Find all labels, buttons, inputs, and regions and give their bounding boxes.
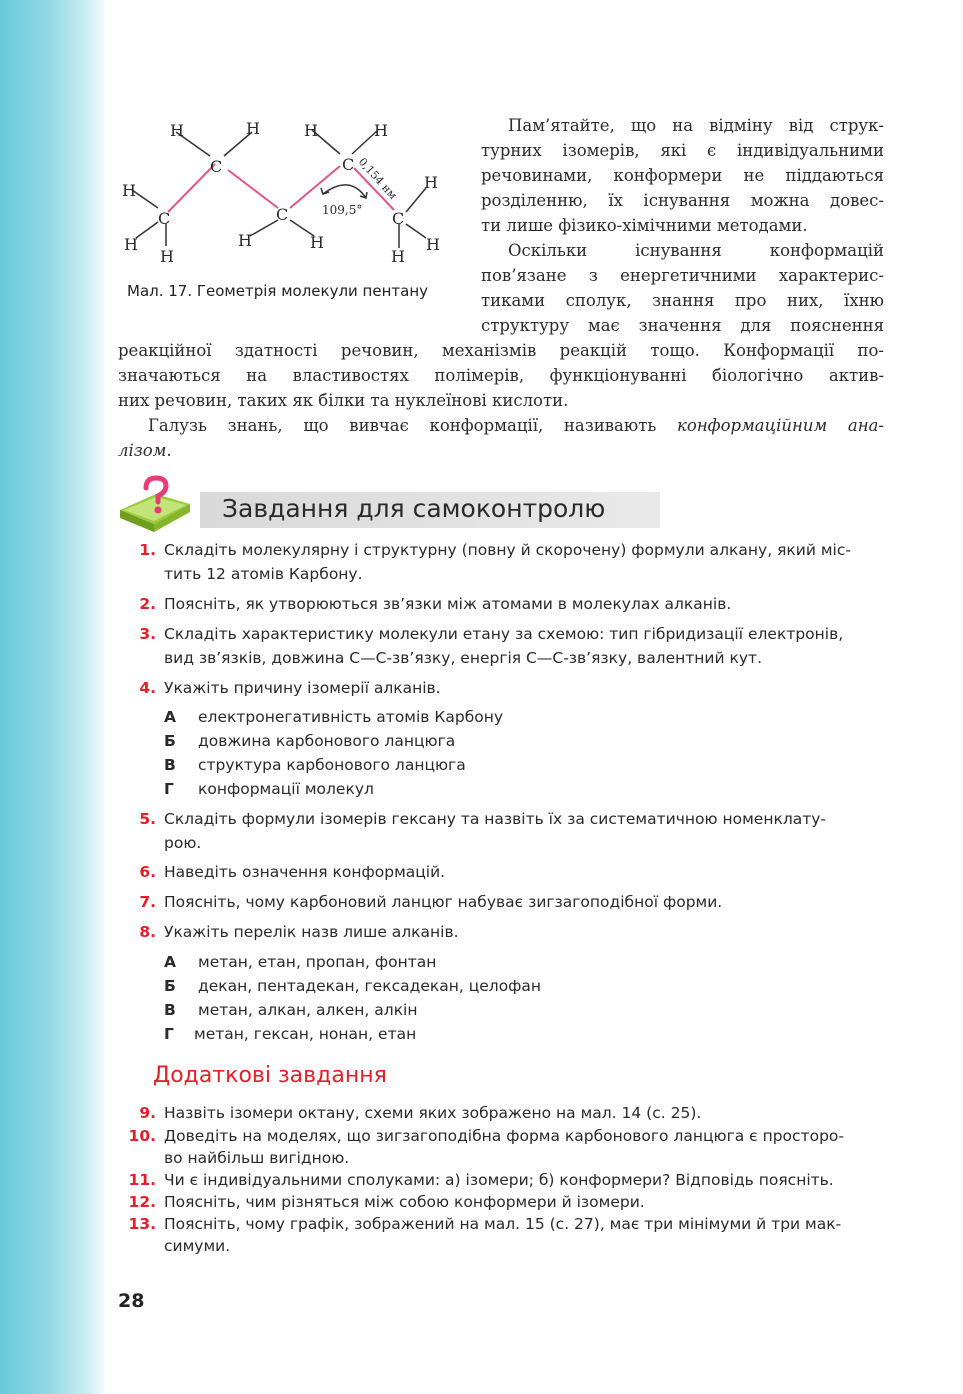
option-text: структура карбонового ланцюга xyxy=(198,756,466,774)
option-letter: Г xyxy=(164,1025,174,1043)
cc-bond-3 xyxy=(290,166,340,208)
task-text: Складіть молекулярну і структурну (повну й скорочену) формули алкану, який міс- xyxy=(164,541,851,559)
task-text: Укажіть причину ізомерії алканів. xyxy=(164,679,441,697)
additional-tasks-title: Додаткові завдання xyxy=(153,1063,387,1088)
decorative-side-bar xyxy=(0,0,108,1394)
task-number: 1. xyxy=(139,541,156,559)
text-line: пов’язане з енергетичними характерис- xyxy=(481,266,884,285)
closing-term: конформаційним ана- xyxy=(677,416,884,435)
ch-bond xyxy=(406,224,426,238)
text-line: значаються на властивостях полімерів, функціонуванні біологічно актив- xyxy=(118,366,884,385)
task-number: 3. xyxy=(139,625,156,643)
text-line: розділенню, їх існування можна довес- xyxy=(481,191,884,210)
task-number: 2. xyxy=(139,595,156,613)
task-number: 4. xyxy=(139,679,156,697)
closing-term-end: лізом xyxy=(118,441,167,460)
task-text: во найбільш вигідною. xyxy=(164,1149,350,1167)
atom-h: H xyxy=(160,247,174,266)
figure-caption: Мал. 17. Геометрія молекули пентану xyxy=(127,282,429,300)
angle-label: 109,5° xyxy=(322,203,363,217)
option-text: декан, пентадекан, гексадекан, целофан xyxy=(198,977,542,995)
task-text: симуми. xyxy=(164,1237,231,1255)
task-text: вид зв’язків, довжина С—С-зв’язку, енергія С—С-зв’язку, валентний кут. xyxy=(164,649,762,667)
cc-bond-1 xyxy=(168,164,215,212)
atom-h: H xyxy=(424,173,438,192)
atom-h: H xyxy=(391,247,405,266)
task-number: 8. xyxy=(139,923,156,941)
option-letter: Б xyxy=(164,977,176,995)
option-letter: А xyxy=(164,708,176,726)
task-text: Складіть формули ізомерів гексану та назвіть їх за систематичною номенклату- xyxy=(164,810,827,828)
task-text: Назвіть ізомери октану, схеми яких зображено на мал. 14 (с. 25). xyxy=(164,1104,702,1122)
closing-plain: Галузь знань, що вивчає конформації, називають xyxy=(148,416,678,435)
task-text: тить 12 атомів Карбону. xyxy=(164,565,363,583)
atom-c: C xyxy=(276,205,289,224)
task-text: Складіть характеристику молекули етану за схемою: тип гібридизації електронів, xyxy=(164,625,844,643)
task-text: Наведіть означення конформацій. xyxy=(164,863,446,881)
text-line xyxy=(148,413,884,438)
question-book-icon xyxy=(116,474,196,536)
atom-h: H xyxy=(246,119,260,138)
task-number: 12. xyxy=(128,1193,156,1211)
ch-bond xyxy=(250,220,278,236)
task-number: 11. xyxy=(128,1171,156,1189)
text-line: речовинами, конформери не піддаються xyxy=(481,166,884,185)
option-text: метан, алкан, алкен, алкін xyxy=(198,1001,418,1019)
atom-c: C xyxy=(392,209,405,228)
task-number: 5. xyxy=(139,810,156,828)
text-line: Пам’ятайте, що на відміну від струк- xyxy=(508,116,884,135)
text-line: Оскільки існування конформацій xyxy=(508,241,884,260)
atom-h: H xyxy=(426,235,440,254)
task-text: Доведіть на моделях, що зигзагоподібна форма карбонового ланцюга є просторо- xyxy=(164,1127,844,1145)
task-text: Чи є індивідуальними сполуками: а) ізомери; б) конформери? Відповідь поясніть. xyxy=(164,1171,834,1189)
task-text: Поясніть, чим різняться між собою конформери й ізомери. xyxy=(164,1193,645,1211)
atom-h: H xyxy=(304,121,318,140)
task-text: Поясніть, чому графік, зображений на мал. 15 (с. 27), має три мінімуми й три мак- xyxy=(164,1215,842,1233)
task-number: 10. xyxy=(128,1127,156,1145)
task-text: Поясніть, чому карбоновий ланцюг набуває зигзагоподібної форми. xyxy=(164,893,723,911)
ch-bond xyxy=(406,188,426,212)
option-text: довжина карбонового ланцюга xyxy=(198,732,456,750)
ch-bond xyxy=(136,222,158,238)
option-text: метан, гексан, нонан, етан xyxy=(194,1025,417,1043)
text-line xyxy=(118,438,172,463)
task-number: 9. xyxy=(139,1104,156,1122)
text-line: реакційної здатності речовин, механізмів реакцій тощо. Конформації по- xyxy=(118,341,884,360)
task-text: рою. xyxy=(164,834,202,852)
pentane-structure-diagram xyxy=(118,112,458,282)
option-text: метан, етан, пропан, фонтан xyxy=(198,953,437,971)
atom-h: H xyxy=(310,233,324,252)
option-letter: Г xyxy=(164,780,174,798)
bond-length-label: 0,154 нм xyxy=(355,155,400,202)
page-number: 28 xyxy=(118,1290,145,1312)
option-letter: А xyxy=(164,953,176,971)
option-text: конформації молекул xyxy=(198,780,374,798)
option-text: електронегативність атомів Карбону xyxy=(198,708,504,726)
closing-period: . xyxy=(166,441,172,460)
atom-h: H xyxy=(122,181,136,200)
atom-h: H xyxy=(124,235,138,254)
atom-h: H xyxy=(374,121,388,140)
task-number: 6. xyxy=(139,863,156,881)
option-letter: В xyxy=(164,756,176,774)
task-number: 7. xyxy=(139,893,156,911)
task-text: Поясніть, як утворюються зв’язки між атомами в молекулах алканів. xyxy=(164,595,732,613)
text-line: турних ізомерів, які є індивідуальними xyxy=(481,141,884,160)
angle-arc xyxy=(323,185,366,198)
text-line: структуру має значення для пояснення xyxy=(481,316,884,335)
text-line: них речовин, таких як білки та нуклеїнові кислоти. xyxy=(118,391,569,410)
section-title: Завдання для самоконтролю xyxy=(222,494,606,523)
atom-h: H xyxy=(238,231,252,250)
option-letter: Б xyxy=(164,732,176,750)
atom-c: C xyxy=(342,155,355,174)
atom-c: C xyxy=(158,209,171,228)
atom-h: H xyxy=(170,121,184,140)
option-letter: В xyxy=(164,1001,176,1019)
atom-c: C xyxy=(210,157,223,176)
task-text: Укажіть перелік назв лише алканів. xyxy=(164,923,459,941)
text-line: ти лише фізико-хімічними методами. xyxy=(481,216,808,235)
text-line: тиками сполук, знання про них, їхню xyxy=(481,291,884,310)
cc-bond-2 xyxy=(228,170,278,208)
task-number: 13. xyxy=(128,1215,156,1233)
